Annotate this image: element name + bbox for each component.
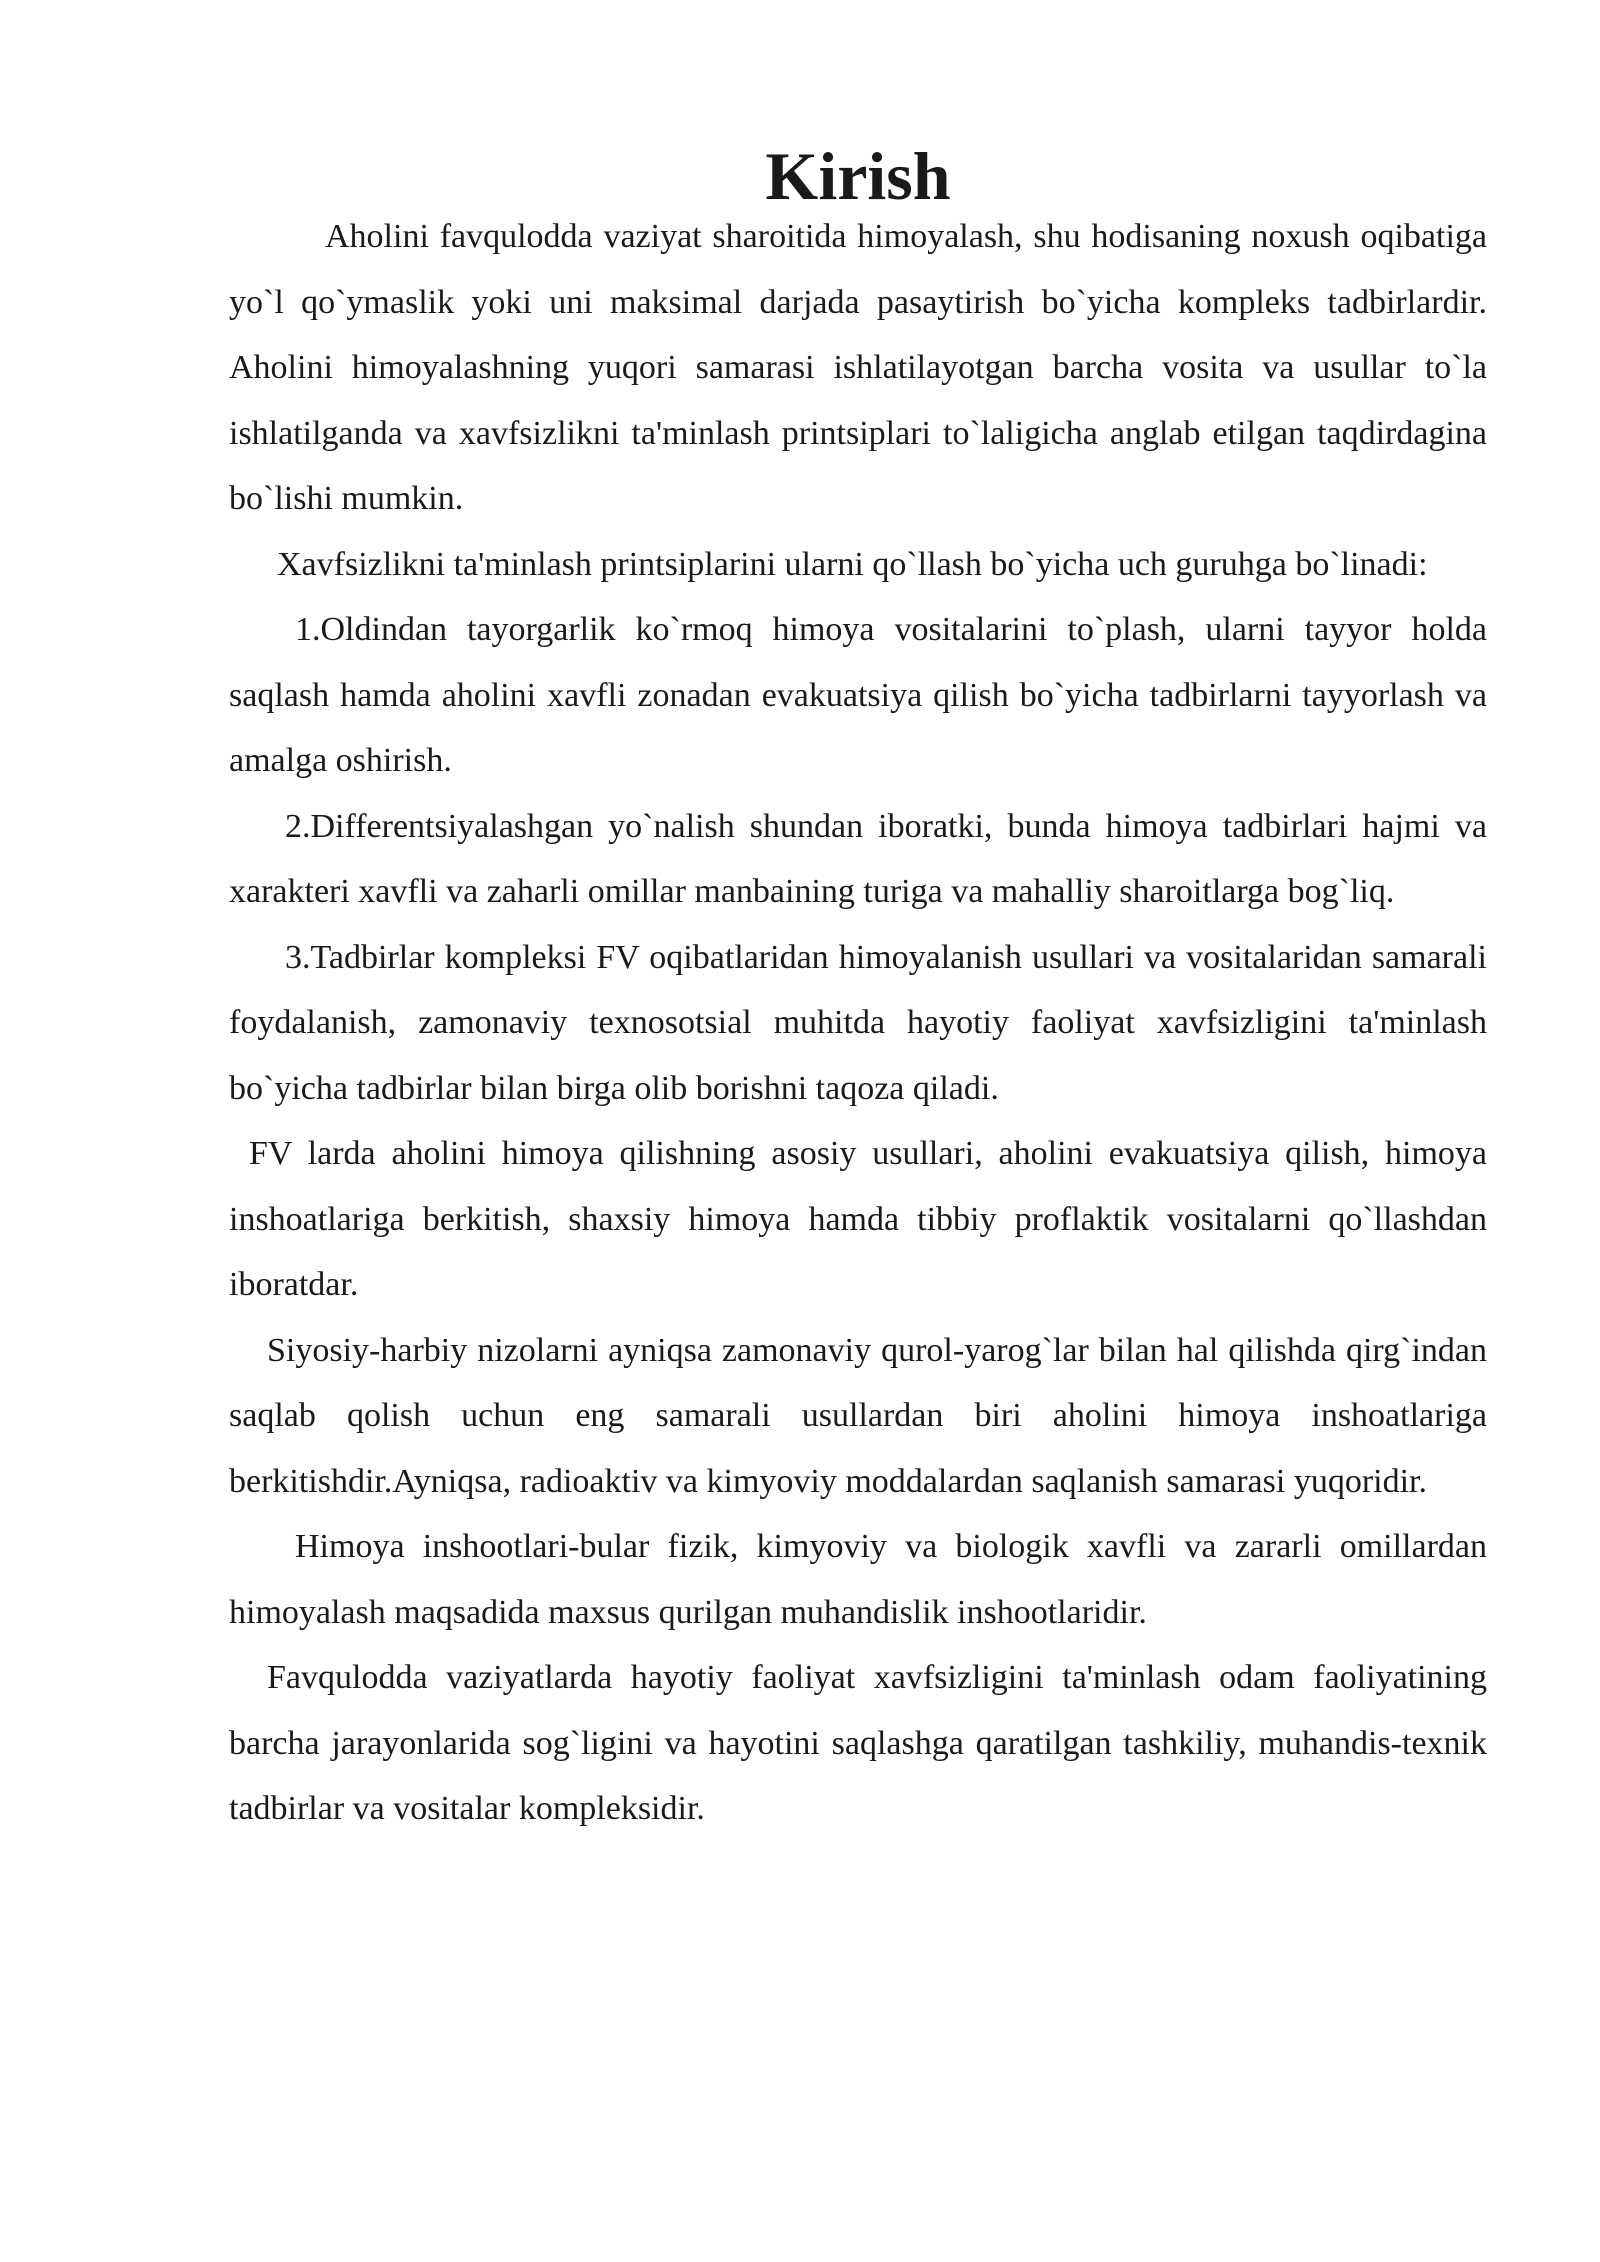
document-title: Kirish — [765, 138, 951, 214]
document-page — [229, 138, 1487, 1842]
paragraph-item-1: 1.Oldindan tayorgarlik ko`rmoq himoya vositalarini to`plash, ularni tayyor holda saqlash hamda aholini xavfli zonadan evakuatsiya qilish bo`yicha tadbirlarni tayyorlash va amalga oshirish. — [229, 611, 1487, 779]
paragraph-emergency-safety: Favqulodda vaziyatlarda hayotiy faoliyat xavfsizligini ta'minlash odam faoliyatining barcha jarayonlarida sog`ligini va hayotini saqlashga qaratilgan tashkiliy, muhandis-texnik tadbirlar va vositalar kompleksidir. — [229, 1659, 1487, 1827]
paragraph-item-2: 2.Differentsiyalashgan yo`nalish shundan iboratki, bunda himoya tadbirlari hajmi va xarakteri xavfli va zaharli omillar manbaining turiga va mahalliy sharoitlarga bog`liq. — [229, 807, 1487, 910]
paragraph-principles: Xavfsizlikni ta'minlash printsiplarini ularni qo`llash bo`yicha uch guruhga bo`linadi: — [277, 545, 1428, 583]
paragraph-intro: Aholini favqulodda vaziyat sharoitida himoyalash, shu hodisaning noxush oqibatiga yo`l qo`ymaslik yoki uni maksimal darjada pasaytirish bo`yicha kompleks tadbirlardir. Aholini himoyalashning yuqori samarasi ishlatilayotgan barcha vosita va usullar to`la ishlatilganda va xavfsizlikni ta'minlash printsiplari to`laligicha anglab etilgan taqdirdagina bo`lishi mumkin. — [229, 218, 1487, 517]
paragraph-item-3: 3.Tadbirlar kompleksi FV oqibatlaridan himoyalanish usullari va vositalaridan samarali foydalanish, zamonaviy texnosotsial muhitda hayotiy faoliyat xavfsizligini ta'minlash bo`yicha tadbirlar bilan birga olib borishni taqoza qiladi. — [229, 938, 1487, 1107]
paragraph-conflicts: Siyosiy-harbiy nizolarni ayniqsa zamonaviy qurol-yarog`lar bilan hal qilishda qirg`indan saqlab qolish uchun eng samarali usullardan biri aholini himoya inshoatlariga berkitishdir.Ayniqsa, radioaktiv va kimyoviy moddalardan saqlanish samarasi yuqoridir. — [229, 1331, 1487, 1500]
paragraph-protection-methods: FV larda aholini himoya qilishning asosiy usullari, aholini evakuatsiya qilish, himoya inshoatlariga berkitish, shaxsiy himoya hamda tibbiy proflaktik vositalarni qo`llashdan iboratdar. — [229, 1135, 1487, 1303]
paragraph-shelters: Himoya inshootlari-bular fizik, kimyoviy va biologik xavfli va zararli omillardan himoyalash maqsadida maxsus qurilgan muhandislik inshootlaridir. — [229, 1528, 1487, 1631]
